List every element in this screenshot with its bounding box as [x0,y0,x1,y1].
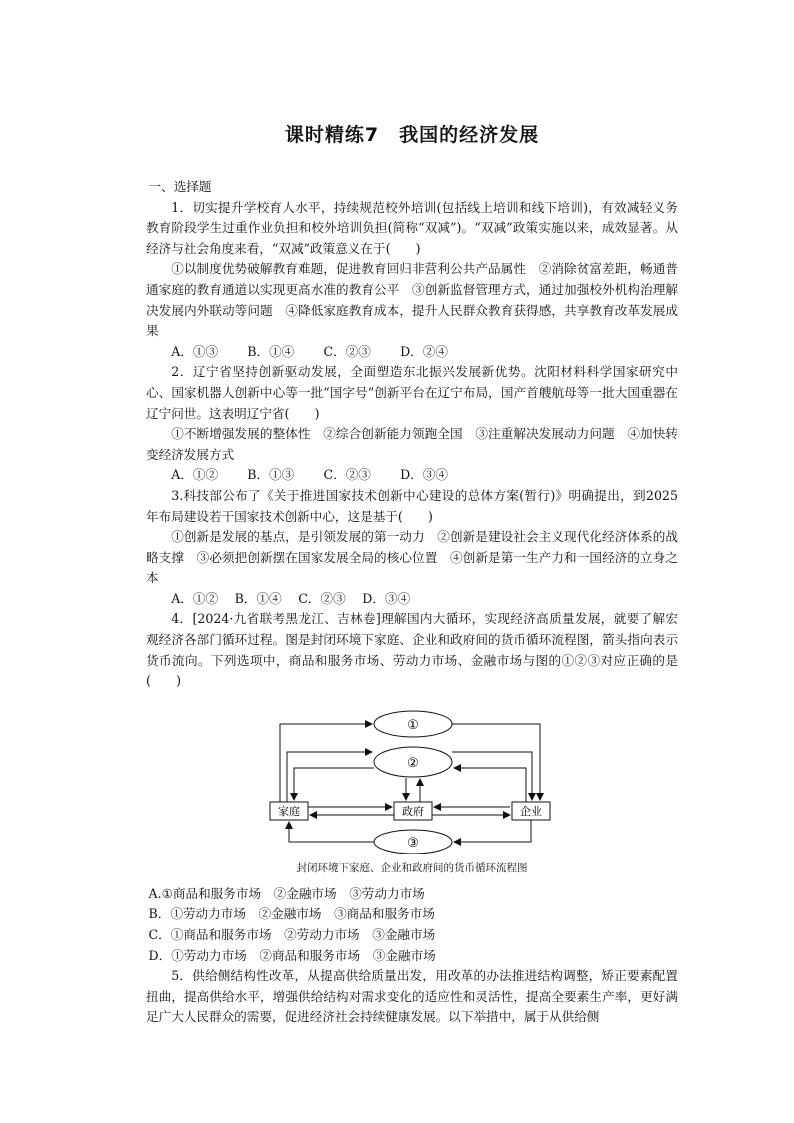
node-3-label: ③ [407,835,419,851]
question-1 [146,198,678,363]
arrow-household-to-2 [287,752,372,802]
node-1-label: ① [407,717,419,733]
section-heading: 一、选择题 [148,179,212,194]
money-flow-diagram [146,704,678,854]
arrow-2-to-enterprise [452,752,532,800]
money-flow-diagram-svg [146,704,678,854]
arrow-3-to-household [289,822,374,842]
government-label: 政府 [402,804,424,818]
question-3-items: ①创新是发展的基点，是引领发展的第一动力 ②创新是建设社会主义现代化经济体系的战略支撑 ③必须把创新摆在国家发展全局的核心位置 ④创新是第一生产力和一国经济的立身之本 [146,529,678,586]
question-4-option-b: B．①劳动力市场 ②金融市场 ③商品和服务市场 [148,906,435,922]
arrow-enterprise-to-2 [454,768,526,802]
question-3-options: A．①② B．①④ C．②③ D．③④ [171,590,411,606]
arrow-2-to-household [294,768,374,800]
enterprise-label: 企业 [520,804,542,818]
question-4-option-d: D．①劳动力市场 ②商品和服务市场 ③金融市场 [148,947,436,963]
question-4-option-a: A.①商品和服务市场 ②金融市场 ③劳动力市场 [148,885,425,901]
question-4-option-c: C．①商品和服务市场 ②劳动力市场 ③金融市场 [148,927,436,943]
node-2-label: ② [407,755,419,771]
question-5 [146,966,678,1028]
question-3 [146,486,678,610]
question-2-options: A．①② B．①③ C．②③ D．③④ [171,467,448,483]
arrow-enterprise-to-3 [454,820,531,842]
question-1-items: ①以制度优势破解教育难题，促进教育回归非营利公共产品属性 ②消除贫富差距，畅通普通家庭的教育通道以实现更高水准的教育公平 ③创新监督管理方式，通过加强校外机构治理解决发展内外联动等问题 ④降低家庭教育成本，提升人民群众教育获得感，共享教育改革发展成果 [146,261,678,339]
question-1-stem: 1．切实提升学校育人水平，持续规范校外培训(包括线上培训和线下培训)，有效减轻义务教育阶段学生过重作业负担和校外培训负担(简称“双减”)。“双减”政策实施以来，成效显著。从经济与社会角度来看，“双减”政策意义在于( ) [146,199,678,256]
question-4-stem: 4．[2024·九省联考黑龙江、吉林卷]理解国内大循环，实现经济高质量发展，就要了解宏观经济各部门循环过程。图是封闭环境下家庭、企业和政府间的货币循环流程图，箭头指向表示货币流向。下列选项中，商品和服务市场、劳动力市场、金融市场与图的①②③对应正确的是( ) [146,611,678,689]
question-2-items: ①不断增强发展的整体性 ②综合创新能力领跑全国 ③注重解决发展动力问题 ④加快转变经济发展方式 [146,426,678,462]
diagram-caption: 封闭环境下家庭、企业和政府间的货币循环流程图 [296,861,528,874]
question-2-stem: 2．辽宁省坚持创新驱动发展，全面塑造东北振兴发展新优势。沈阳材料科学国家研究中心、国家机器人创新中心等一批“国字号”创新平台在辽宁布局，国产首艘航母等一批大国重器在辽宁问世。这表明辽宁省( ) [146,364,678,421]
question-1-options: A．①③ B．①④ C．②③ D．②④ [171,343,448,359]
page-title: 课时精练7 我国的经济发展 [284,124,540,146]
question-5-stem: 5．供给侧结构性改革，从提高供给质量出发，用改革的办法推进结构调整，矫正要素配置扭曲，提高供给水平，增强供给结构对需求变化的适应性和灵活性，提高全要素生产率，更好满足广大人民群众的需要，促进经济社会持续健康发展。以下举措中，属于从供给侧 [146,968,678,1025]
worksheet-page [146,120,678,1028]
question-3-stem: 3.科技部公布了《关于推进国家技术创新中心建设的总体方案(暂行)》明确提出，到2025年布局建设若干国家技术创新中心，这是基于( ) [146,487,678,524]
arrow-1-to-enterprise [452,724,540,800]
question-4 [146,609,678,966]
question-2 [146,362,678,486]
household-label: 家庭 [278,804,300,818]
